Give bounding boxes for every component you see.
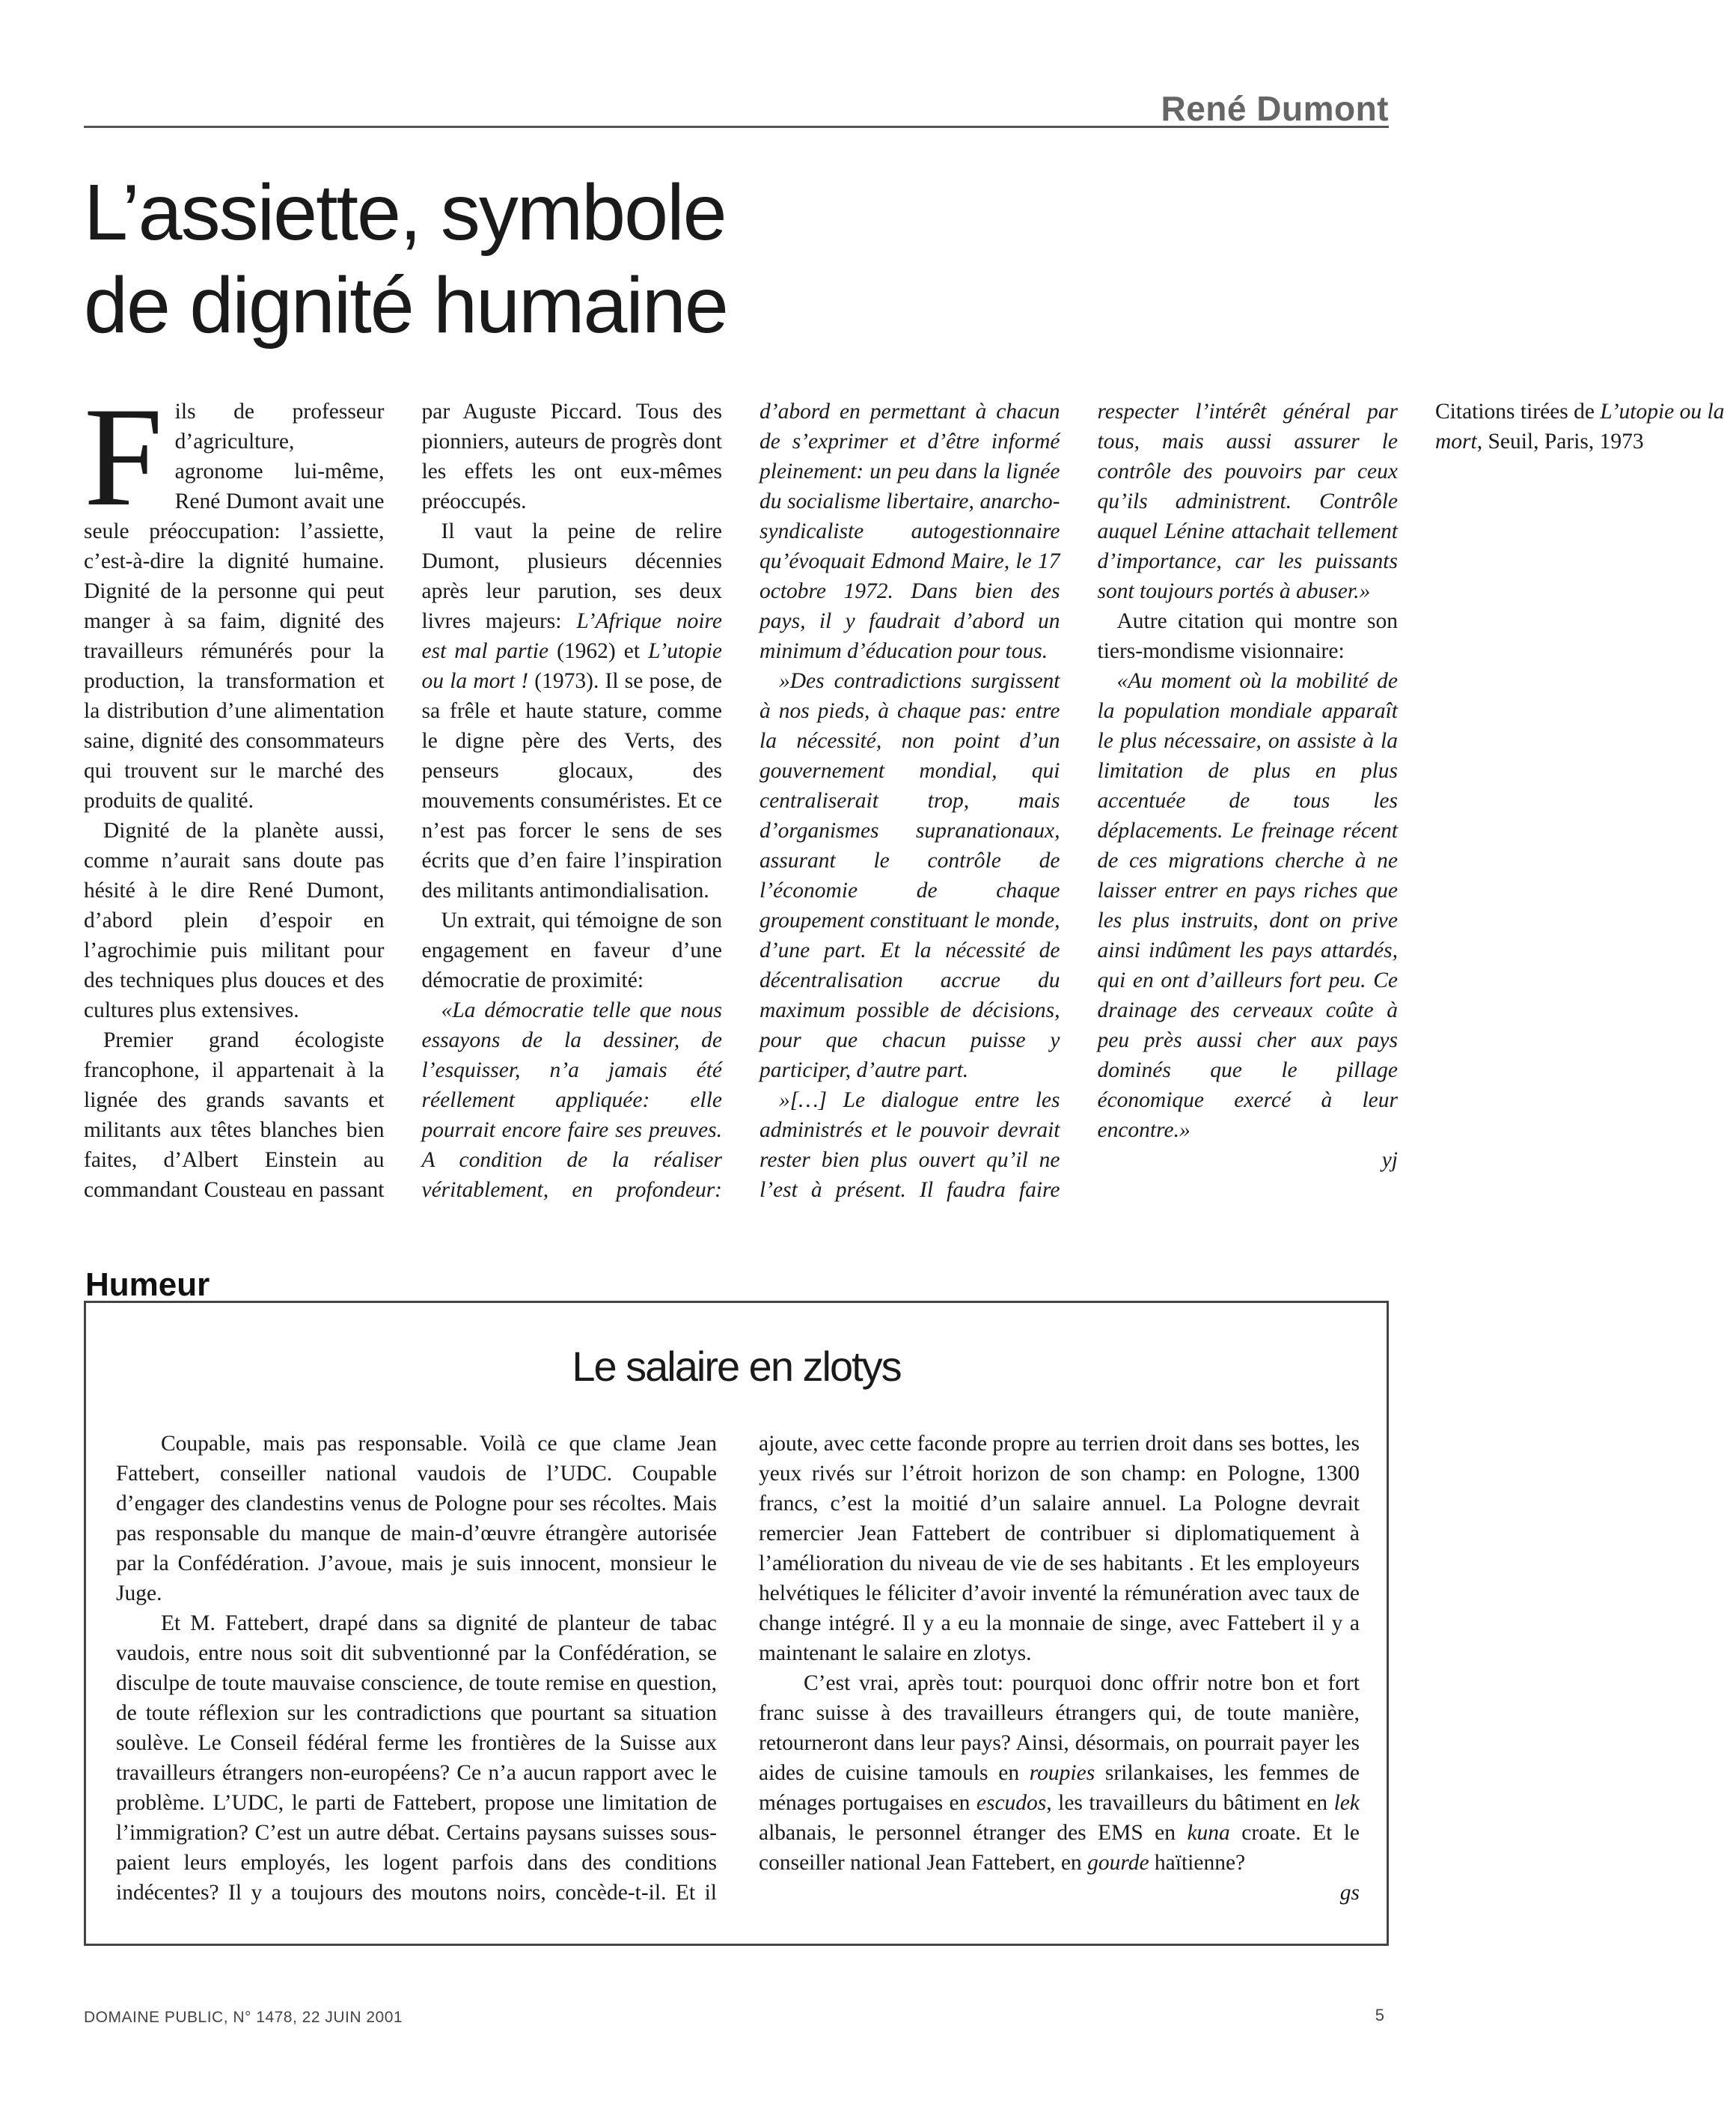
- currency: escudos: [976, 1791, 1047, 1815]
- paragraph: Un extrait, qui témoigne de son engagement en faveur d’une démocratie de proximité:: [421, 909, 722, 992]
- text-run: albanais, le personnel étranger des EMS en: [759, 1821, 1188, 1845]
- text-run: , les travailleurs du bâtiment en: [1046, 1791, 1334, 1815]
- text-run: (1973). Il se pose, de sa frêle et haute stature, comme le digne père des Verts, des penseurs glocaux, des mouvements consuméristes. Et ce n’est pas forcer le sens de ses écrits que d’en faire l’inspiration des militants antimondialisation.: [421, 669, 722, 903]
- paragraph: Et M. Fattebert, drapé dans sa dignité de planteur de tabac vaudois, entre nous soit dit subventionné par la Confédération, se disculpe de toute mauvaise conscience, de toute remise en question, de toute réflexion sur les contradictions que pourtant sa situation soulève. Le Conseil fédéral ferme les frontières de la Suisse aux travailleurs étrangers non-européens? Ce n’a aucun rapport avec le problème. L’UDC, le parti de Fattebert, propose une limitation de l’immigration? C’est un autre débat. Certains paysans suisses sous-paient leurs employés, les logent parfois dans des conditions indécentes? Il y a toujours des moutons noirs, concède-t-il. Et il ajoute, avec cette faconde propre au terrien droit dans ses bottes, les yeux rivés sur l’étroit horizon de son champ: en Pologne, 1300 francs, c’est la moitié d’un salaire annuel. La Pologne devrait remercier Jean Fattebert de contribuer si diplomatiquement à l’amélioration du niveau de vie de ses habitants . Et les employeurs helvétiques le féliciter d’avoir inventé la rémunération avec taux de change intégré. Il y a eu la monnaie de singe, avec Fattebert il y a maintenant le salaire en zlotys.: [116, 1432, 1360, 1905]
- quote-paragraph: »Des contradictions surgissent à nos pieds, à chaque pas: entre la nécessité, non point d’un gouvernement mondial, qui centraliserait trop, mais d’organismes supranationaux, assurant le contrôle de l’économie de chaque groupement constituant le monde, d’une part. Et la nécessité de décentralisation accrue du maximum possible de décisions, pour que chacun puisse y participer, d’autre part.: [760, 669, 1060, 1082]
- text-run: croate. Et le conseiller national Jean Fattebert, en: [759, 1821, 1360, 1875]
- page-number: 5: [1375, 2006, 1384, 2024]
- paragraph: [422, 516, 723, 906]
- article-title: [84, 166, 1057, 352]
- citation-source: [1435, 397, 1736, 457]
- author-signature: yj: [1381, 1148, 1398, 1172]
- currency: roupies: [1029, 1761, 1095, 1785]
- title-line-2: de dignité humaine: [84, 261, 727, 350]
- paragraph: Premier grand écologiste francophone, il appartenait à la lignée des grands savants et militants aux têtes blanches bien faites, d’Albert Einstein au commandant Cousteau en passant par Auguste Piccard. Tous des pionniers, auteurs de progrès dont les effets les ont eux-mêmes préoccupés.: [84, 400, 722, 1202]
- text-run: , Seuil, Paris, 1973: [1476, 430, 1644, 454]
- publication-info: DOMAINE PUBLIC, N° 1478, 22 JUIN 2001: [84, 2009, 403, 2026]
- article-body: [84, 379, 1725, 1220]
- book-title: L’utopie ou la mort: [1435, 400, 1725, 454]
- text-run: (1962) et: [548, 639, 649, 663]
- paragraph: [84, 379, 385, 816]
- text-run: Citations tirées de: [1435, 400, 1601, 424]
- currency: gourde: [1087, 1851, 1149, 1875]
- drop-cap: F: [84, 379, 163, 536]
- book-title: L’utopie ou la mort !: [421, 639, 722, 693]
- paragraph-text: ils de professeur d’agriculture, agronome lui-même, René Dumont avait une seule préoccupation: l’assiette, c’est-à-dire la dignité humaine. Dignité de la personne qui peut manger à sa faim, dignité des travailleurs rémunérés pour la production, la transformation et la distribution d’une alimentation saine, dignité des consommateurs qui trouvent sur le marché des produits de qualité.: [84, 400, 385, 813]
- text-run: haïtienne?: [1149, 1851, 1246, 1875]
- humeur-title: Le salaire en zlotys: [572, 1343, 901, 1390]
- paragraph: Coupable, mais pas responsable. Voilà ce que clame Jean Fattebert, conseiller national vaudois de l’UDC. Coupable d’engager des clandestins venus de Pologne pour ses récoltes. Mais pas responsable du manque de main-d’œuvre étrangère autorisée par la Confédération. J’avoue, mais je suis innocent, monsieur le Juge.: [116, 1432, 717, 1605]
- humeur-box: [84, 1301, 1389, 1946]
- author-signature: gs: [1339, 1881, 1360, 1905]
- quote-paragraph: «Au moment où la mobilité de la population mondiale apparaît le plus nécessaire, on assiste à la limitation de plus en plus accentuée de tous les déplacements. Le freinage récent de ces migrations cherche à ne laisser entrer en pays riches que les plus instruits, dont on prive ainsi indûment les pays attardés, qui en ont d’ailleurs fort peu. Ce drainage des cerveaux coûte à peu près aussi cher aux pays dominés que le pillage économique exercé à leur encontre.»: [1097, 669, 1398, 1142]
- currency: lek: [1333, 1791, 1360, 1815]
- currency: kuna: [1187, 1821, 1230, 1845]
- paragraph: Dignité de la planète aussi, comme n’aurait sans doute pas hésité à le dire René Dumont, d’abord plein d’espoir en l’agrochimie puis militant pour des techniques plus douces et des cultures plus extensives.: [84, 819, 385, 1022]
- humeur-body: [116, 1429, 1360, 1915]
- paragraph: [759, 1668, 1360, 1878]
- section-label: Humeur: [85, 1266, 210, 1303]
- title-line-1: L’assiette, symbole: [84, 168, 726, 257]
- author-name: René Dumont: [1161, 89, 1389, 128]
- text-run: srilankaises, les femmes de ménages portugaises en: [759, 1761, 1360, 1815]
- paragraph: Autre citation qui montre son tiers-mondisme visionnaire:: [1097, 609, 1398, 663]
- quote-paragraph: »[…] Le dialogue entre les administrés et le pouvoir devrait rester bien plus ouvert qu’il ne l’est à présent. Il faudra faire respecter l’intérêt général par tous, mais aussi assurer le contrôle des pouvoirs par ceux qu’ils administrent. Contrôle auquel Lénine attachait tellement d’importance, car les puissants sont toujours portés à abuser.»: [760, 400, 1398, 1202]
- text-run: C’est vrai, après tout: pourquoi donc offrir notre bon et fort franc suisse à des travailleurs étrangers qui, de toute manière, retourneront dans leur pays? Ainsi, désormais, on pourrait payer les aides de cuisine tamouls en: [759, 1671, 1360, 1785]
- quote-paragraph: «La démocratie telle que nous essayons de la dessiner, de l’esquisser, n’a jamais été réellement appliquée: elle pourrait encore faire ses preuves. A condition de la réaliser véritablement, en profondeur: d’abord en permettant à chacun de s’exprimer et d’être informé pleinement: un peu dans la lignée du socialisme libertaire, anarcho-syndicaliste autogestionnaire qu’évoquait Edmond Maire, le 17 octobre 1972. Dans bien des pays, il y faudrait d’abord un minimum d’éducation pour tous.: [421, 400, 1060, 1202]
- text-run: Il vaut la peine de relire Dumont, plusieurs décennies après leur parution, ses deux livres majeurs:: [421, 519, 722, 633]
- book-title: L’Afrique noire est mal partie: [421, 609, 722, 663]
